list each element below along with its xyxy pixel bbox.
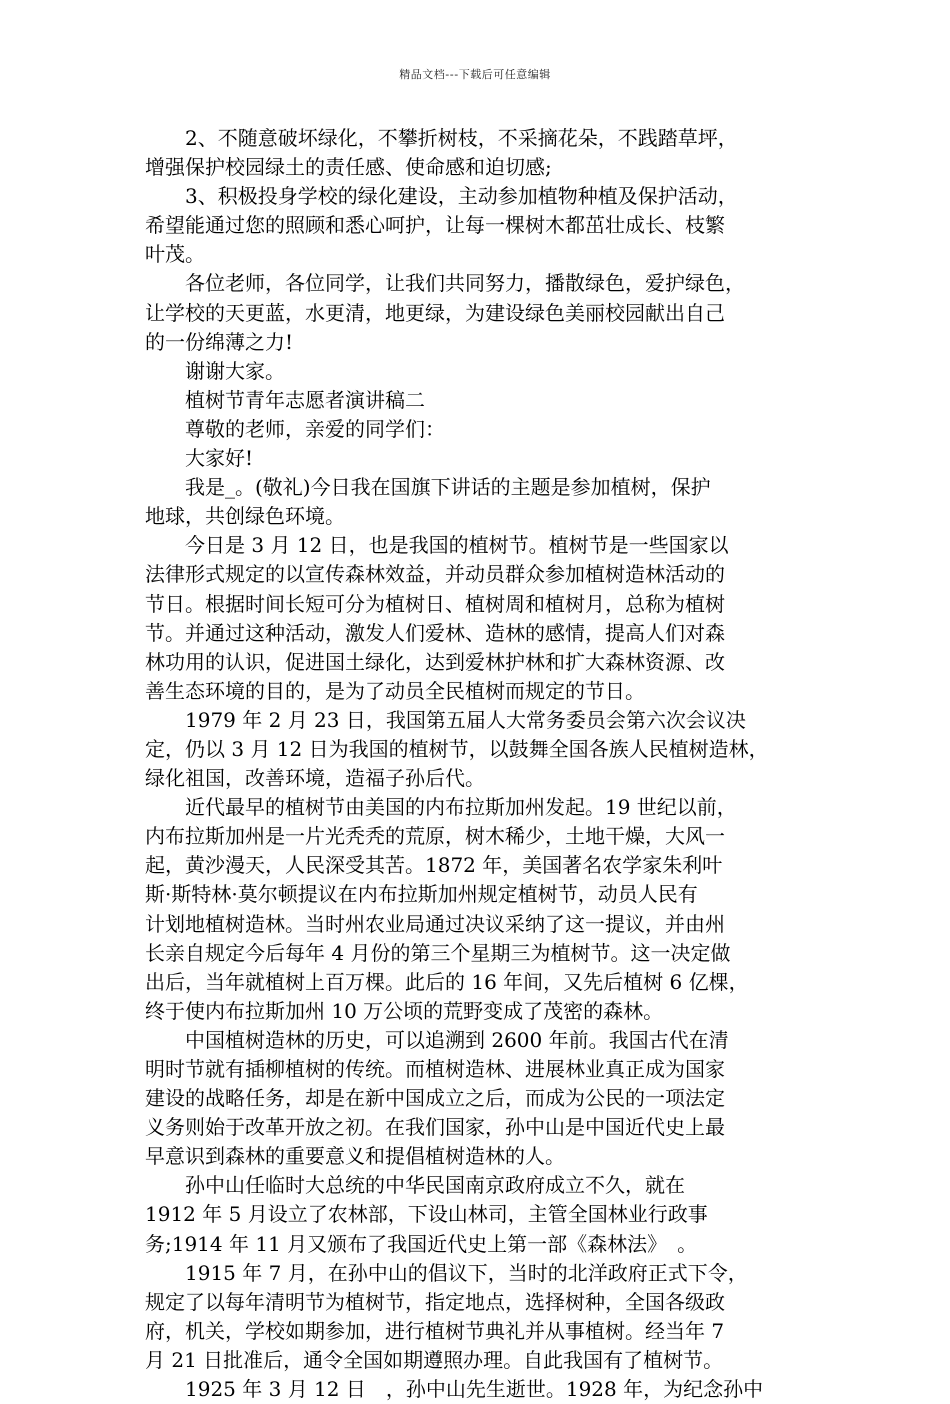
paragraph-3: 各位老师，各位同学，让我们共同努力，播散绿色，爱护绿色， 让学校的天更蓝，水更清，地更绿，为建设绿色美丽校园献出自己 的一份绵薄之力! <box>145 271 745 354</box>
section-title: 植树节青年志愿者演讲稿二 <box>145 387 425 412</box>
paragraph-10: 1979 年 2 月 23 日，我国第五届人大常务委员会第六次会议决 定，仍以 3 月 12 日为我国的植树节，以鼓舞全国各族人民植树造林， 绿化祖国，改善环境，造福子孙后代。 <box>145 707 769 791</box>
paragraph-8: 我是_。(敬礼)今日我在国旗下讲话的主题是参加植树，保护 地球，共创绿色环境。 <box>145 475 711 529</box>
paragraph-12: 中国植树造林的历史，可以追溯到 2600 年前。我国古代在清 明时节就有插柳植树的传统。而植树造林、进展林业真正成为国家 建设的战略任务，却是在新中国成立之后，而成为公民的一项法定 义务则始于改革开放之初。在我们国家，孙中山是中国近代史上最 早意识到森林的重要意义和提倡植树造林的人。 <box>145 1027 729 1169</box>
page-header: 精品文档---下载后可任意编辑 <box>399 68 551 81</box>
paragraph-1: 2、不随意破坏绿化，不攀折树枝，不采摘花朵，不践踏草坪， 增强保护校园绿土的责任感、使命感和迫切感; <box>145 126 738 180</box>
paragraph-14: 1915 年 7 月，在孙中山的倡议下，当时的北洋政府正式下令， 规定了以每年清明节为植树节，指定地点，选择树种，全国各级政 府，机关，学校如期参加，进行植树节典礼并从事植树。经当年 7 月 21 日批准后，通令全国如期遵照办理。自此我国有了植树节。 <box>145 1260 748 1372</box>
document-body <box>145 124 815 1404</box>
paragraph-4: 谢谢大家。 <box>145 358 285 383</box>
paragraph-9: 今日是 3 月 12 日，也是我国的植树节。植树节是一些国家以 法律形式规定的以宣传森林效益，并动员群众参加植树造林活动的 节日。根据时间长短可分为植树日、植树周和植树月，总称为植树 节。并通过这种活动，激发人们爱林、造林的感情，提高人们对森 林功用的认识，促进国土绿化，达到爱林护林和扩大森林资源、改 善生态环境的目的，是为了动员全民植树而规定的节日。 <box>145 533 729 703</box>
salutation: 尊敬的老师，亲爱的同学们： <box>145 416 445 441</box>
greeting: 大家好! <box>145 446 254 471</box>
paragraph-15: 1925 年 3 月 12 日 ，孙中山先生逝世。1928 年，为纪念孙中 <box>145 1377 764 1402</box>
paragraph-13: 孙中山任临时大总统的中华民国南京政府成立不久，就在 1912 年 5 月设立了农林部，下设山林司，主管全国林业行政事 务;1914 年 11 月又颁布了我国近代史上第一部《森林法》 。 <box>145 1173 708 1256</box>
paragraph-11: 近代最早的植树节由美国的内布拉斯加州发起。19 世纪以前， 内布拉斯加州是一片光秃秃的荒原，树木稀少，土地干燥，大风一 起，黄沙漫天，人民深受其苦。1872 年，美国著名农学家朱利叶 斯·斯特林·莫尔顿提议在内布拉斯加州规定植树节，动员人民有 计划地植树造林。当时州农业局通过决议采纳了这一提议，并由州 长亲自规定今后每年 4 月份的第三个星期三为植树节。这一决定做 出后，当年就植树上百万棵。此后的 16 年间，又先后植树 6 亿棵， 终于使内布拉斯加州 10 万公顷的荒野变成了茂密的森林。 <box>145 795 749 1023</box>
paragraph-2: 3、积极投身学校的绿化建设，主动参加植物种植及保护活动， 希望能通过您的照顾和悉心呵护，让每一棵树木都茁壮成长、枝繁 叶茂。 <box>145 184 738 267</box>
